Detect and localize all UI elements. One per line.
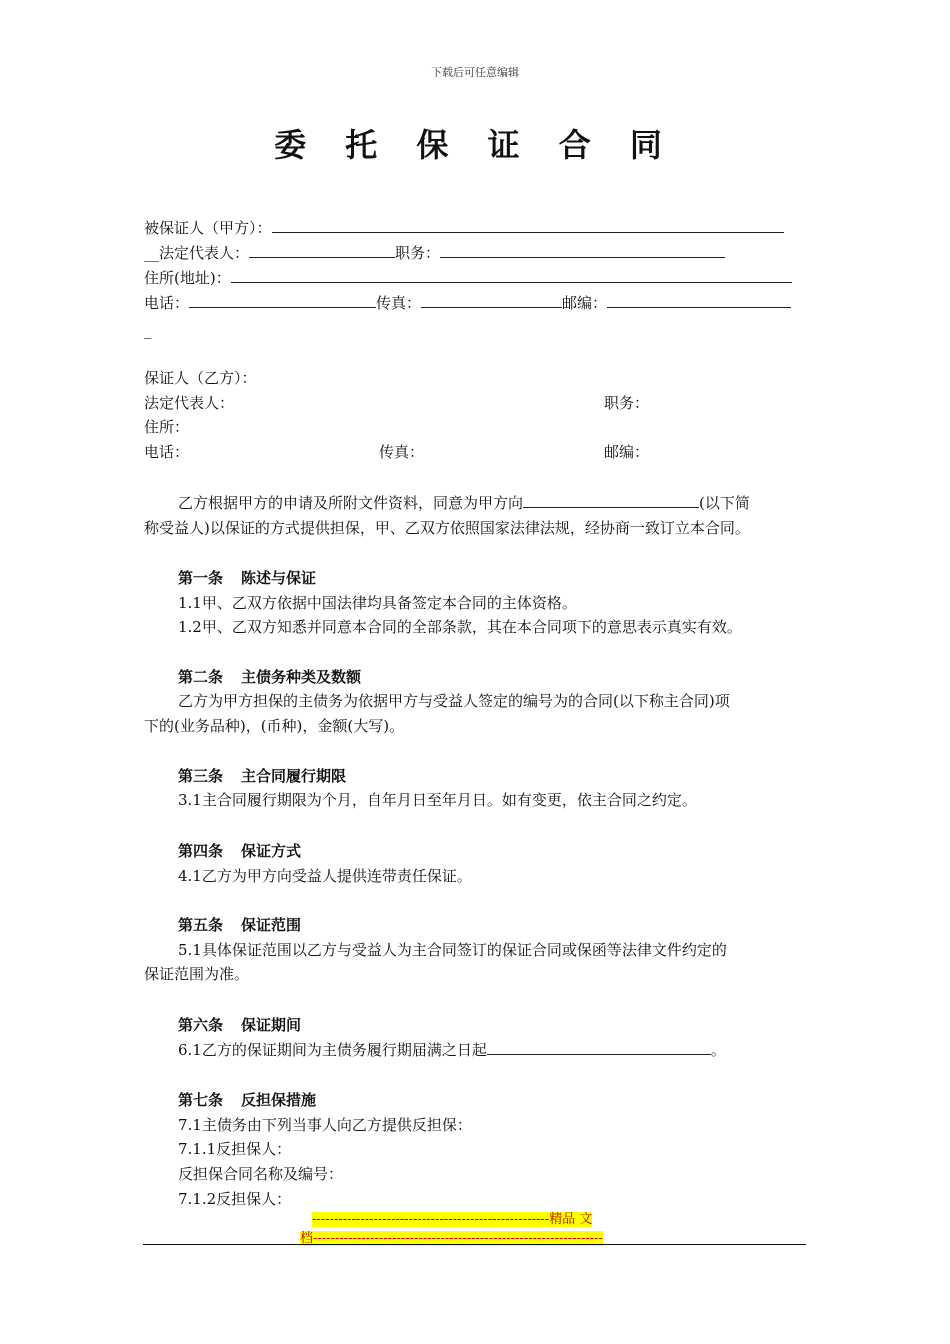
beneficiary-blank[interactable] [523, 493, 699, 508]
party-a-fax-blank[interactable] [421, 293, 562, 308]
party-a-phone-blank[interactable] [189, 293, 376, 308]
article-1-heading [178, 567, 316, 588]
party-a-row [144, 218, 784, 238]
article-5-heading [178, 914, 301, 935]
party-a-fax-label: 传真： [376, 294, 422, 312]
article-7-line-4: 7.1.2反担保人： [178, 1190, 292, 1208]
party-a-postcode-blank[interactable] [607, 293, 791, 308]
party-a-label: 被保证人（甲方）： [144, 219, 272, 237]
article-4-title: 保证方式 [241, 842, 302, 860]
party-a-rep-prefix: __ [144, 244, 159, 262]
party-a-rep-row [144, 243, 725, 263]
article-3-num: 第三条 [178, 767, 224, 785]
article-6-title: 保证期间 [241, 1016, 302, 1034]
party-b-label: 保证人（乙方）： [144, 369, 257, 387]
article-1-num: 第一条 [178, 569, 224, 587]
intro-text-2: (以下简 [699, 494, 750, 512]
article-4-heading [178, 840, 301, 861]
article-5-num: 第五条 [178, 916, 224, 934]
party-b-phone-label: 电话： [144, 443, 190, 461]
article-4-num: 第四条 [178, 842, 224, 860]
article-2-title: 主债务种类及数额 [241, 668, 362, 686]
intro-line-1 [178, 491, 750, 515]
article-6-line-1 [178, 1038, 726, 1062]
article-7-title: 反担保措施 [241, 1091, 317, 1109]
intro-text-1: 乙方根据甲方的申请及所附文件资料，同意为甲方向 [178, 494, 524, 512]
intro-line-2: 称受益人)以保证的方式提供担保，甲、乙双方依照国家法律法规，经协商一致订立本合同。 [144, 519, 750, 537]
footer-mark-line-2: 档------------------------------------------------------------------ [300, 1231, 603, 1246]
party-a-position-label: 职务： [395, 244, 441, 262]
party-b-postcode-label: 邮编： [604, 443, 650, 461]
article-3-heading [178, 765, 346, 786]
footer-rule [143, 1244, 806, 1245]
article-1-line-1: 1.1甲、乙双方依据中国法律均具备签定本合同的主体资格。 [178, 594, 577, 612]
party-a-name-blank[interactable] [272, 218, 784, 233]
article-2-line-2: 下的(业务品种)，(币种)，金额(大写)。 [144, 717, 405, 735]
party-a-rep-blank[interactable] [249, 243, 395, 258]
article-4-line-1: 4.1乙方为甲方向受益人提供连带责任保证。 [178, 867, 472, 885]
party-a-address-label: 住所(地址)： [144, 269, 231, 287]
party-a-postcode-label: 邮编： [562, 294, 608, 312]
article-6-num: 第六条 [178, 1016, 224, 1034]
article-6-end: 。 [710, 1041, 726, 1059]
article-5-title: 保证范围 [241, 916, 302, 934]
party-b-rep-label: 法定代表人： [144, 394, 235, 412]
article-1-line-2: 1.2甲、乙双方知悉并同意本合同的全部条款，其在本合同项下的意思表示真实有效。 [178, 618, 742, 636]
footer-mark [300, 1210, 650, 1248]
article-3-line-1: 3.1主合同履行期限为个月，自年月日至年月日。如有变更，依主合同之约定。 [178, 791, 697, 809]
article-5-line-2: 保证范围为准。 [144, 965, 250, 983]
article-7-line-2: 7.1.1反担保人： [178, 1140, 292, 1158]
article-2-heading [178, 666, 361, 687]
article-1-title: 陈述与保证 [241, 569, 317, 587]
party-b-address-label: 住所： [144, 418, 190, 436]
party-a-trailing: _ [144, 321, 152, 339]
article-7-num: 第七条 [178, 1091, 224, 1109]
article-7-line-1: 7.1主债务由下列当事人向乙方提供反担保： [178, 1116, 472, 1134]
article-6-text: 6.1乙方的保证期间为主债务履行期届满之日起 [178, 1041, 487, 1059]
party-a-position-blank[interactable] [440, 243, 725, 258]
party-a-address-blank[interactable] [231, 268, 792, 283]
party-a-phone-label: 电话： [144, 294, 190, 312]
article-6-heading [178, 1014, 301, 1035]
header-note: 下载后可任意编辑 [431, 66, 519, 79]
document-title: 委 托 保 证 合 同 [274, 126, 676, 164]
party-b-fax-label: 传真： [379, 443, 425, 461]
footer-mark-line-1: ------------------------------------------------------精品 文 [312, 1212, 593, 1227]
article-2-num: 第二条 [178, 668, 224, 686]
article-7-line-3: 反担保合同名称及编号： [178, 1165, 344, 1183]
party-a-address-row [144, 268, 792, 288]
guarantee-period-blank[interactable] [487, 1040, 711, 1055]
party-b-position-label: 职务： [604, 394, 650, 412]
party-a-rep-label: 法定代表人： [159, 244, 250, 262]
article-7-heading [178, 1089, 316, 1110]
party-a-contact-row [144, 293, 791, 313]
article-5-line-1: 5.1具体保证范围以乙方与受益人为主合同签订的保证合同或保函等法律文件约定的 [178, 941, 727, 959]
article-3-title: 主合同履行期限 [241, 767, 347, 785]
article-2-line-1: 乙方为甲方担保的主债务为依据甲方与受益人签定的编号为的合同(以下称主合同)项 [178, 692, 730, 710]
